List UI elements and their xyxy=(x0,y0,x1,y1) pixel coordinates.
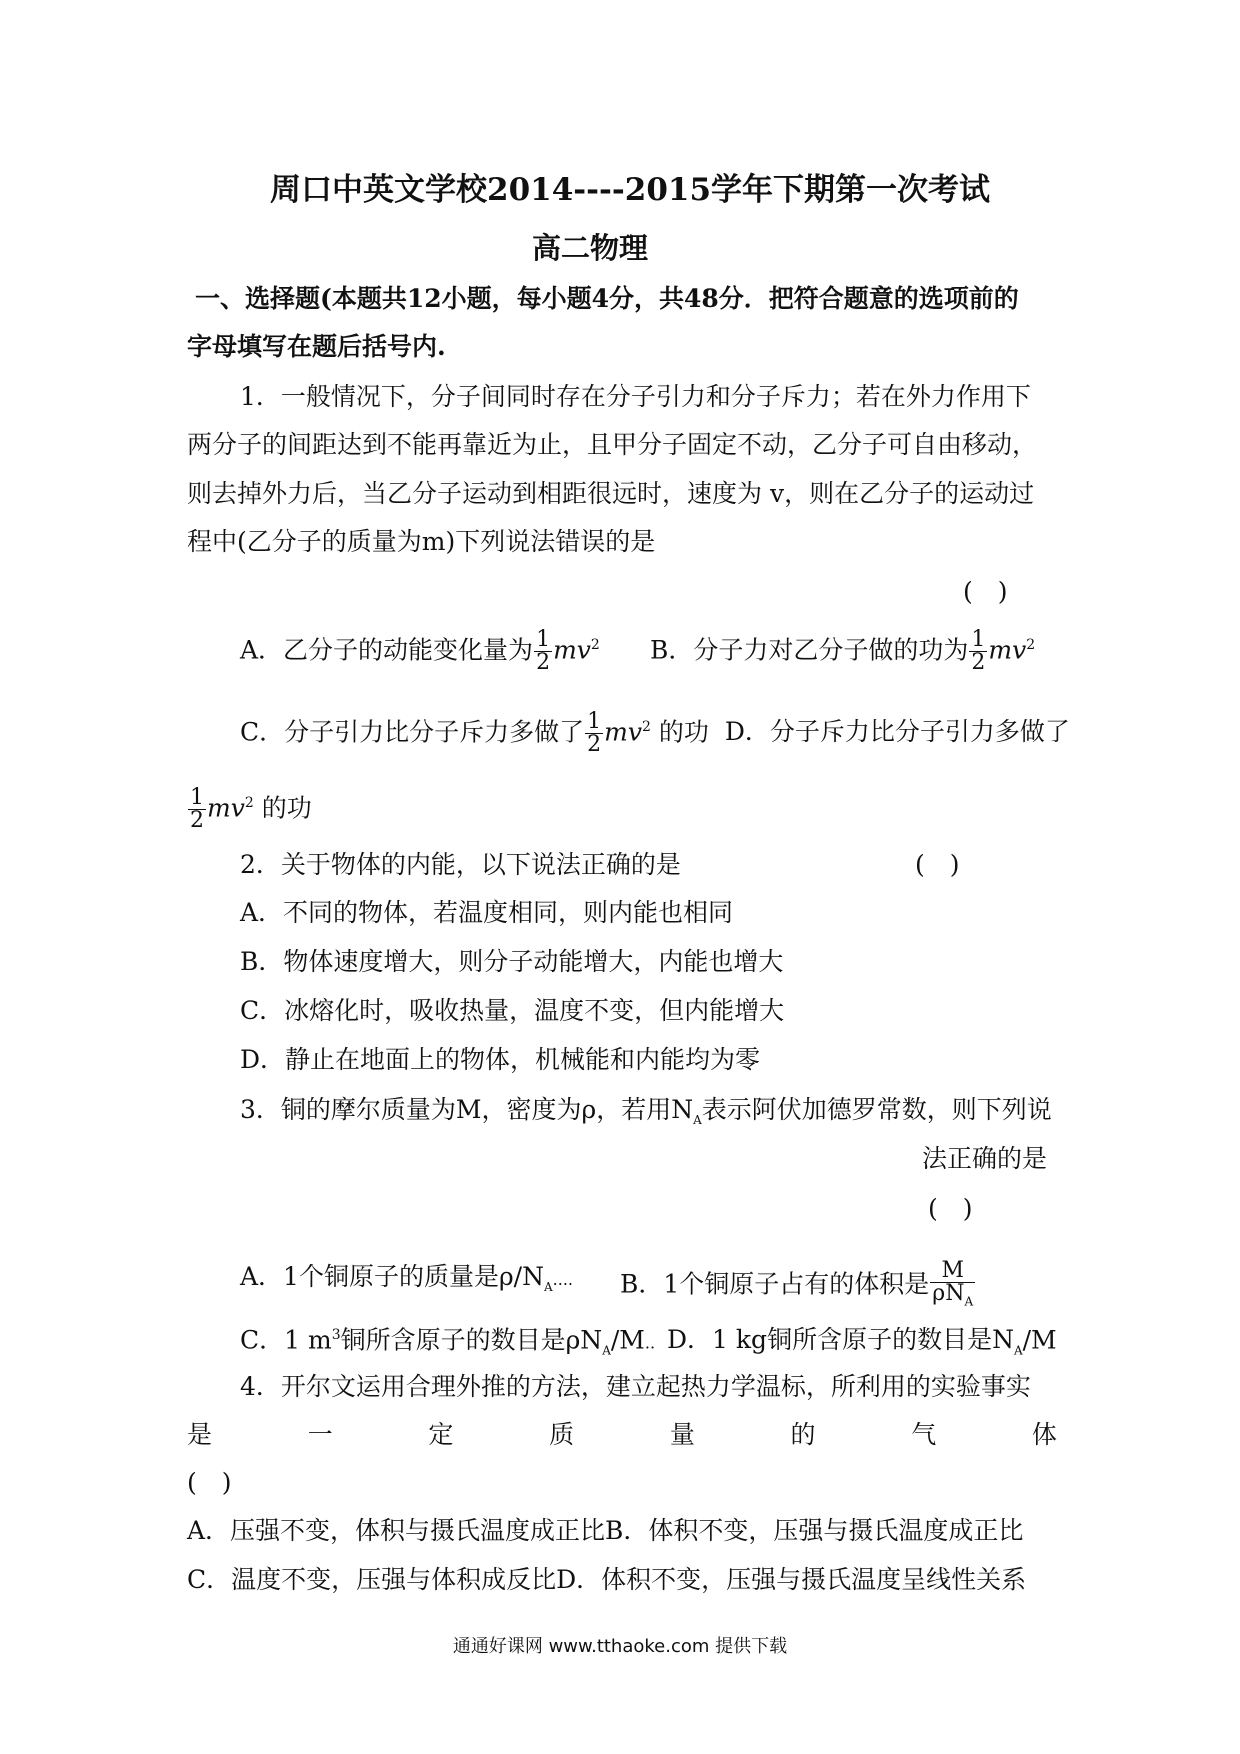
q4-options-a-b: A．压强不变，体积与摄氏温度成正比B．体积不变，压强与摄氏温度成正比 xyxy=(187,1516,1024,1545)
q1-line2: 两分子的间距达到不能再靠近为止，且甲分子固定不动，乙分子可自由移动， xyxy=(187,430,1038,459)
q2-option-b: B．物体速度增大，则分子动能增大，内能也增大 xyxy=(240,947,784,976)
q1-answer-bracket: ( ) xyxy=(963,577,1008,606)
q4-answer-bracket: ( ) xyxy=(187,1468,232,1497)
q3-answer-bracket: ( ) xyxy=(928,1194,973,1223)
exam-title: 周口中英文学校2014----2015学年下期第一次考试 xyxy=(270,172,991,208)
footer-source: 通通好课网 www.tthaoke.com 提供下载 xyxy=(452,1636,788,1657)
q4-options-c-d: C．温度不变，压强与体积成反比D．体积不变，压强与摄氏温度呈线性关系 xyxy=(187,1565,1027,1594)
q1-option-c: C．分子引力比分子斥力多做了 $\frac{1}{2}$ $mv^2$ 的功 D．分子斥力比分子引力多做了 xyxy=(240,709,1070,758)
q1-option-b: B．分子力对乙分子做的功为 $\frac{1}{2}$ $mv^2$ xyxy=(650,627,1036,676)
fraction: $\frac{1}{2}$ xyxy=(971,627,986,676)
exam-subtitle: 高二物理 xyxy=(532,231,649,265)
q2-stem: 2．关于物体的内能，以下说法正确的是 xyxy=(240,850,681,879)
q2-answer-bracket: ( ) xyxy=(915,850,960,879)
q3-stem: 3．铜的摩尔质量为M，密度为ρ，若用$N_A$表示阿伏加德罗常数，则下列说 xyxy=(240,1095,1052,1127)
q1-line3: 则去掉外力后，当乙分子运动到相距很远时，速度为 v，则在乙分子的运动过 xyxy=(187,479,1035,508)
fraction: $\frac{1}{2}$ xyxy=(190,785,204,834)
q2-option-a: A．不同的物体，若温度相同，则内能也相同 xyxy=(240,898,734,927)
q2-option-d: D．静止在地面上的物体，机械能和内能均为零 xyxy=(240,1045,761,1074)
q3-option-c-d: C．1 $m^3$铜所含原子的数目是$\rho N_A/M$.. D．1 kg铜所含原子的数目是$N_A/M$ xyxy=(240,1325,1057,1358)
q1-option-a: A．乙分子的动能变化量为 $\frac{1}{2}$ $mv^2$ xyxy=(240,627,600,676)
fraction: $\frac{1}{2}$ xyxy=(587,709,602,758)
q3-option-a: A．1个铜原子的质量是$\rho/N_A$.... xyxy=(240,1262,573,1294)
q4-line2: 是 一 定 质 量 的 气 体 xyxy=(187,1420,1057,1449)
section-heading-line2: 字母填写在题后括号内. xyxy=(187,332,446,361)
q3-option-b: B．1个铜原子占有的体积是 $\frac{M}{\rho N_A}$ xyxy=(620,1260,976,1312)
q1-option-d-cont: $\frac{1}{2}$ $mv^2$ 的功 xyxy=(190,785,312,834)
q3-stem-line2: 法正确的是 xyxy=(922,1144,1048,1173)
fraction: $\frac{M}{\rho N_A}$ xyxy=(932,1258,974,1309)
fraction: $\frac{1}{2}$ xyxy=(536,627,551,676)
q4-line1: 4．开尔文运用合理外推的方法，建立起热力学温标，所利用的实验事实 xyxy=(240,1372,1031,1401)
section-heading-line1: 一、选择题(本题共12小题，每小题4分，共48分．把符合题意的选项前的 xyxy=(195,284,1019,313)
q1-line1: 1．一般情况下，分子间同时存在分子引力和分子斥力；若在外力作用下 xyxy=(240,382,1031,411)
q2-option-c: C．冰熔化时，吸收热量，温度不变，但内能增大 xyxy=(240,996,785,1025)
q1-line4: 程中(乙分子的质量为m)下列说法错误的是 xyxy=(187,527,656,556)
